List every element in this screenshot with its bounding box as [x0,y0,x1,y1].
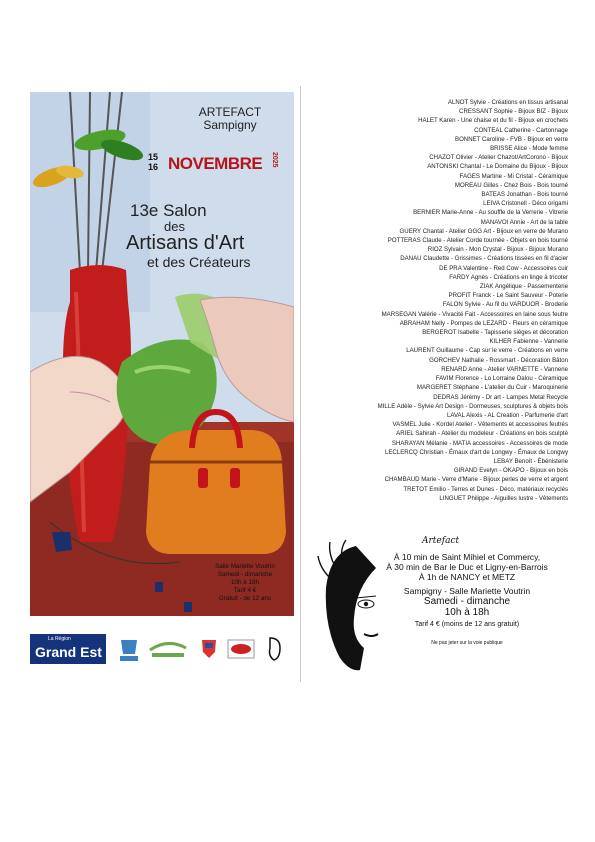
exhibitor-row: MOREAU Gilles - Chez Bois - Bois tourné [454,181,568,189]
artisans-logo [226,636,256,662]
exhibitor-row: ABRAHAM Nelly - Pompes de LEZARD - Fleurs en céramique [399,319,568,327]
poster-illustration [30,92,294,616]
exhibitor-row: ARIEL Sahirah - Atelier du modeleur - Créations en bois sculpté [396,430,568,438]
exhibitor-row: BATEAS Jonathan - Bois tourné [481,191,568,199]
event-hours-text: 10h à 18h [444,607,490,618]
exhibitor-row: LECLERCQ Christian - Émaux d'art de Longwy - Émaux de Longwy [384,448,568,456]
grand-est-logo-small: La Région [48,636,71,642]
municipality-logo [200,636,218,662]
community-logo [148,636,188,662]
event-place: Sampigny - Salle Mariette Voutrin [403,586,531,596]
venue-free: Gratuit - de 12 ans [218,595,272,602]
artefact-signature: Artefact [422,536,460,546]
venue-price: Tarif 4 € [233,587,257,594]
exhibitor-row: FAGES Martine - Mi Cristal - Céramique [459,172,568,180]
exhibitor-row: BONNET Caroline - FVB - Bijoux en verre [455,135,568,143]
flyer-front-panel [22,86,300,682]
exhibitor-row: ZIAK Angélique - Passementerie [479,283,568,291]
department-logo [118,636,140,662]
event-year: 2025 [271,152,278,168]
exhibitor-row: BERNIER Marie-Anne - Au souffle de la Verrerie - Vitrerie [413,209,568,217]
event-price-text: Tarif 4 € (moins de 12 ans gratuit) [414,621,520,628]
exhibitor-row: FARDY Agnès - Créations en linge à tricoter [449,273,568,281]
exhibitor-row: MANAVOI Annie - Art de la table [480,218,568,226]
salon-title-line-3: Artisans d'Art [126,232,245,254]
grand-est-logo-big: Grand Est [35,644,102,660]
exhibitor-row: SHARAYAN Mélanie - MATIA accessoires - Accessoires de mode [391,439,568,447]
exhibitor-row: ANTONSKI Chantal - Le Domaine du Bijoux - Bijoux [427,163,568,171]
event-days [148,152,158,172]
exhibitor-row: CHAZOT Olivier - Atelier Chazot/ArtCorono - Bijoux [429,154,568,162]
artefact-face-logo [264,636,286,662]
access-info [360,552,574,648]
event-days-text: Samedi - dimanche [423,596,511,607]
exhibitor-row: GORCHEV Nathalie - Rossmart - Décoration Bâton [429,356,568,364]
exhibitor-row: LINGUET Philippe - Aiguilles lustre - Vêtements [439,494,568,502]
exhibitor-row: MILLE Adèle - Sylvie Art Design - Dormeuses, sculptures & objets bois [377,402,568,410]
access-line-3: À 1h de NANCY et METZ [418,572,516,582]
exhibitor-list [306,98,568,503]
flyer-sheet [22,86,578,682]
brand-title [180,106,280,132]
exhibitor-row: CONTEAL Catherine - Cartonnage [474,126,568,134]
exhibitor-row: FAVIM Florence - Lo Lorraine Dalou - Céramique [435,375,568,383]
grand-est-logo [30,634,106,664]
venue-name: Salle Mariette Voutrin [215,563,275,570]
exhibitor-row: BERGEROT Isabelle - Tapisserie sièges et décoration [422,329,568,337]
exhibitor-row: RIOZ Sylvain - Mon Crystal - Bijoux - Bijoux Murano [427,246,568,254]
exhibitor-row: TRETOT Emilio - Terres et Dunes - Déco, matériaux recyclés [403,485,568,493]
salon-title-line-4: et des Créateurs [147,254,251,270]
exhibitor-row: BRISSE Alice - Mode femme [490,145,568,153]
exhibitor-row: DE PRA Valentine - Red Cow - Accessoires cuir [439,264,568,272]
access-line-1: À 10 min de Saint Mihiel et Commercy, [393,552,541,562]
brand-name: ARTEFACT [198,105,262,119]
exhibitor-row: KILHER Fabienne - Vannerie [489,338,568,346]
venue-hours: 10h à 18h [230,579,259,586]
exhibitor-row: RENARD Anne - Atelier VARNETTE - Vannerie [441,365,568,373]
exhibitor-row: CRESSANT Sophie - Bijoux BIZ - Bijoux [459,108,568,116]
print-note: Ne pas jeter sur la voie publique [431,640,503,646]
salon-title-line-1: 13e Salon [130,201,207,220]
sponsor-logos [30,632,294,666]
exhibitor-row: MARGERET Stéphane - L'atelier du Cuir - Maroquinerie [416,384,568,392]
brand-town: Sampigny [203,118,257,132]
exhibitor-row: GUERY Chantal - Atelier GGG Art - Bijoux en verre de Murano [399,227,568,235]
flyer-back-panel [300,86,578,682]
venue-block [196,563,294,603]
exhibitor-row: LEBAY Benoît - Ébénisterie [493,457,568,465]
exhibitor-row: GIRAND Evelyn - OKAPO - Bijoux en bois [453,467,568,475]
exhibitor-row: VASMEL Julie - Kordel Atelier - Vêtements et accessoires feutrés [392,421,568,429]
exhibitor-row: ALNOT Sylvie - Créations en tissus artisanal [447,99,568,106]
access-line-2: À 30 min de Bar le Duc et Ligny-en-Barrois [386,562,548,572]
exhibitor-row: PROFIT Franck - Le Saint Sauveur - Poterie [448,292,568,300]
venue-days: Samedi - dimanche [217,571,273,578]
exhibitor-row: LAVAL Alexis - AL Creation - Parfumerie d'art [446,411,568,419]
exhibitor-row: LEIVA Cristonell - Déco origami [483,200,568,208]
exhibitor-row: DANAU Claudette - Grissimes - Créations tissées en fil d'acier [400,255,568,263]
exhibitor-row: MARSEGAN Valérie - Vivacité Fait - Accessoires en laine sous feutre [381,310,568,318]
exhibitor-row: DEDRAS Jérémy - Dr art - Lampes Metal Recycle [433,393,568,401]
event-month: NOVEMBRE [168,154,263,173]
exhibitor-row: HALET Karen - Une chaise et du fil - Bijoux en crochets [418,117,568,125]
exhibitor-row: CHAMBAUD Marie - Verre d'Marie - Bijoux perles de verre et argent [384,476,568,484]
day-1: 15 [148,152,159,162]
exhibitor-row: POTTERAS Claude - Atelier Corde tournée - Objets en bois tourné [387,237,568,245]
exhibitor-row: LAURENT Guillaume - Cap sur le verre - Créations en verre [406,347,568,355]
exhibitor-row: FALON Sylvie - Au fil du VARDUOR - Broderie [442,301,568,309]
salon-title-line-2: des [164,219,185,234]
day-2: 16 [148,162,159,172]
